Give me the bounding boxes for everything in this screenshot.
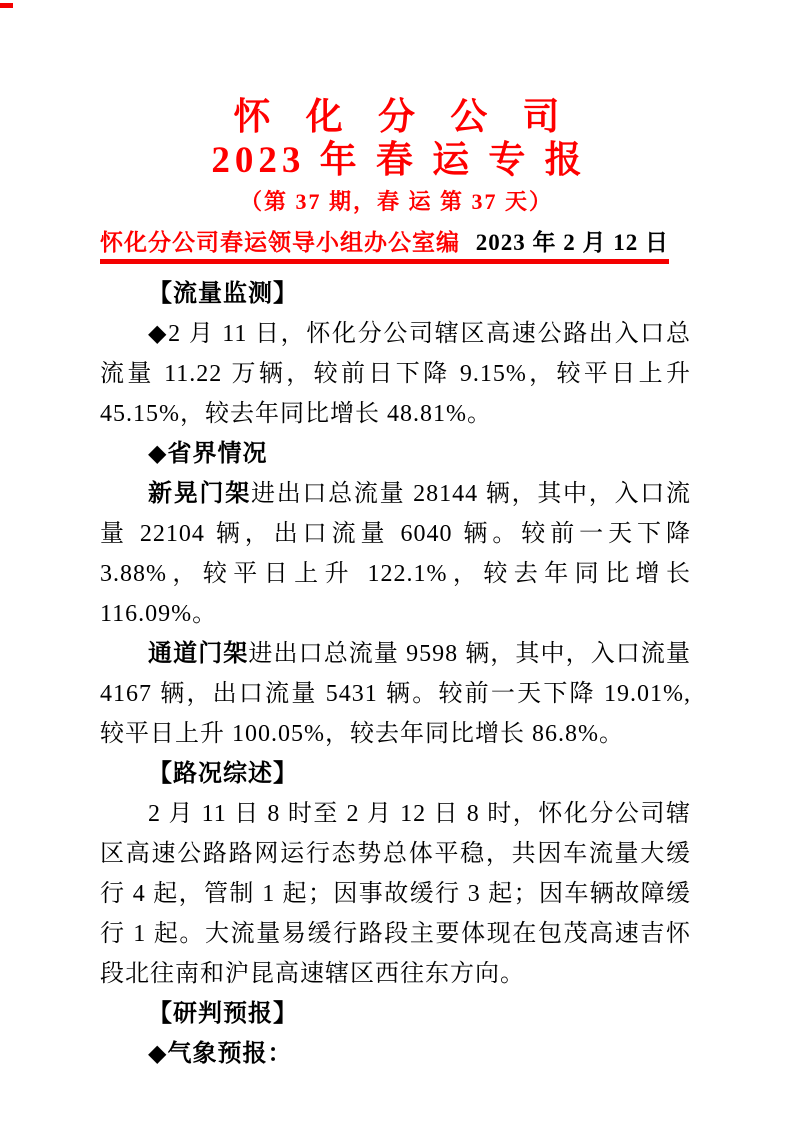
section-heading: [100, 994, 691, 1034]
text-run: ◆2 月 11 日，怀化分公司辖区高速公路出入口总流量 11.22 万辆，较前日下降 9.15%，较平日上升 45.15%，较去年同比增长 48.81%。: [100, 321, 691, 427]
masthead-editor: 怀化分公司春运领导小组办公室编: [100, 229, 460, 255]
text-run: ◆气象预报：: [148, 1041, 293, 1067]
section-heading: [100, 274, 691, 314]
bold-lead-in: 新晃门架: [148, 481, 251, 507]
section-heading: [100, 754, 691, 794]
text-run: 【路况综述】: [148, 761, 298, 787]
paragraph: [100, 634, 691, 754]
scan-corner-mark: [0, 3, 13, 8]
section-heading: [100, 1034, 691, 1074]
paragraph: [100, 474, 691, 634]
paragraph: [100, 314, 691, 434]
text-run: ◆省界情况: [148, 441, 268, 467]
report-title-block: [0, 0, 793, 217]
text-run: 进出口总流量 9598 辆，其中，入口流量 4167 辆，出口流量 5431 辆。较前一天下降 19.01%,较平日上升 100.05%，较去年同比增长 86.8%。: [100, 641, 692, 747]
paragraph: [100, 794, 691, 994]
text-run: 进出口总流量 28144 辆，其中，入口流量 22104 辆，出口流量 6040 辆。较前一天下降 3.88%，较平日上升 122.1%，较去年同比增长 116.09%。: [100, 481, 692, 627]
red-divider-rule: [100, 259, 669, 264]
bold-lead-in: 通道门架: [148, 641, 249, 667]
masthead: [100, 228, 669, 257]
report-title-line2: 2023 年 春 运 专 报: [211, 140, 587, 181]
masthead-date: 2023 年 2 月 12 日: [475, 230, 669, 255]
text-run: 【研判预报】: [148, 1001, 298, 1027]
text-run: 【流量监测】: [148, 281, 298, 307]
text-run: 2 月 11 日 8 时至 2 月 12 日 8 时，怀化分公司辖区高速公路路网运行态势总体平稳，共因车流量大缓行 4 起，管制 1 起；因事故缓行 3 起；因车辆故障缓行 1 起。大流量易缓行路段主要体现在包茂高速吉怀段北往南和沪昆高速辖区西往东方向。: [100, 801, 691, 987]
section-heading: [100, 434, 691, 474]
report-issue-subtitle: （第 37 期，春 运 第 37 天）: [239, 189, 553, 214]
report-title-line1: 怀 化 分 公 司: [233, 97, 573, 138]
document-body: [100, 274, 691, 1074]
